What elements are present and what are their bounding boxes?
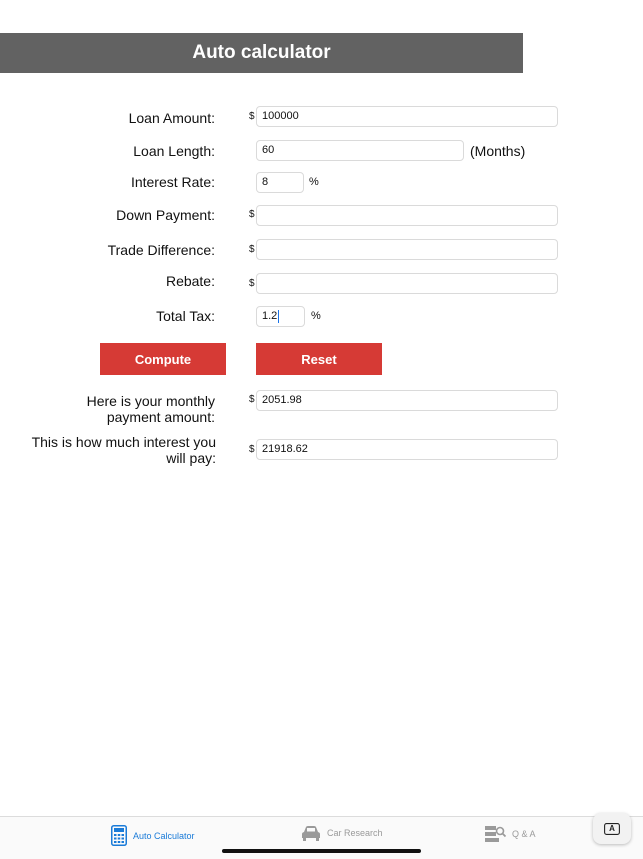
car-icon: [301, 825, 321, 841]
trade-difference-label: Trade Difference:: [107, 242, 215, 258]
down-payment-input[interactable]: [256, 205, 558, 226]
down-payment-label: Down Payment:: [116, 207, 215, 223]
search-list-icon: [485, 825, 506, 843]
interest-paid-currency: $: [249, 444, 255, 455]
loan-length-label: Loan Length:: [133, 143, 215, 159]
interest-paid-label-line2: will pay:: [166, 450, 216, 466]
monthly-payment-currency: $: [249, 394, 255, 405]
monthly-payment-label-line2: payment amount:: [106, 409, 215, 425]
monthly-payment-value: 2051.98: [262, 394, 302, 406]
loan-amount-value: 100000: [262, 110, 299, 122]
loan-length-unit: (Months): [470, 143, 526, 159]
compute-button[interactable]: Compute: [100, 343, 226, 375]
loan-length-input[interactable]: [256, 140, 464, 161]
rebate-input[interactable]: [256, 273, 558, 294]
total-tax-input[interactable]: [256, 306, 305, 327]
home-indicator[interactable]: [222, 849, 421, 853]
total-tax-unit: %: [311, 310, 321, 322]
keyboard-shortcut-button[interactable]: [593, 813, 631, 844]
interest-rate-input[interactable]: [256, 172, 304, 193]
keyboard-badge-letter: A: [609, 824, 615, 833]
rebate-label: Rebate:: [165, 273, 215, 289]
monthly-payment-label-line1: Here is your monthly: [86, 393, 215, 409]
monthly-payment-label: [87, 393, 215, 425]
reset-button[interactable]: Reset: [256, 343, 382, 375]
tab-car-research-label: Car Research: [327, 828, 383, 838]
text-cursor: [278, 310, 279, 323]
loan-amount-input[interactable]: [256, 106, 558, 127]
tab-auto-calculator[interactable]: [111, 825, 195, 846]
interest-rate-unit: %: [309, 176, 319, 188]
interest-paid-value: 21918.62: [262, 443, 308, 455]
loan-length-value: 60: [262, 144, 275, 156]
trade-difference-currency: $: [249, 244, 255, 255]
tab-q-and-a-label: Q & A: [512, 829, 536, 839]
loan-amount-label: Loan Amount:: [128, 110, 215, 126]
interest-rate-value: 8: [262, 176, 269, 188]
page-title: Auto calculator: [192, 42, 331, 63]
trade-difference-input[interactable]: [256, 239, 558, 260]
app-header: [0, 33, 523, 73]
interest-rate-label: Interest Rate:: [130, 174, 215, 190]
rebate-currency: $: [249, 278, 255, 289]
interest-paid-output[interactable]: [256, 439, 558, 460]
total-tax-value: 1.2: [262, 310, 278, 322]
interest-paid-label-line1: This is how much interest you: [31, 434, 216, 450]
loan-amount-currency: $: [249, 111, 255, 122]
down-payment-currency: $: [249, 209, 255, 220]
tab-q-and-a[interactable]: [485, 825, 536, 843]
tab-car-research[interactable]: [301, 825, 383, 841]
monthly-payment-output[interactable]: [256, 390, 558, 411]
calculator-icon: [111, 825, 127, 846]
tab-auto-calculator-label: Auto Calculator: [133, 830, 195, 841]
total-tax-label: Total Tax:: [156, 308, 215, 324]
interest-paid-label: [32, 434, 216, 466]
